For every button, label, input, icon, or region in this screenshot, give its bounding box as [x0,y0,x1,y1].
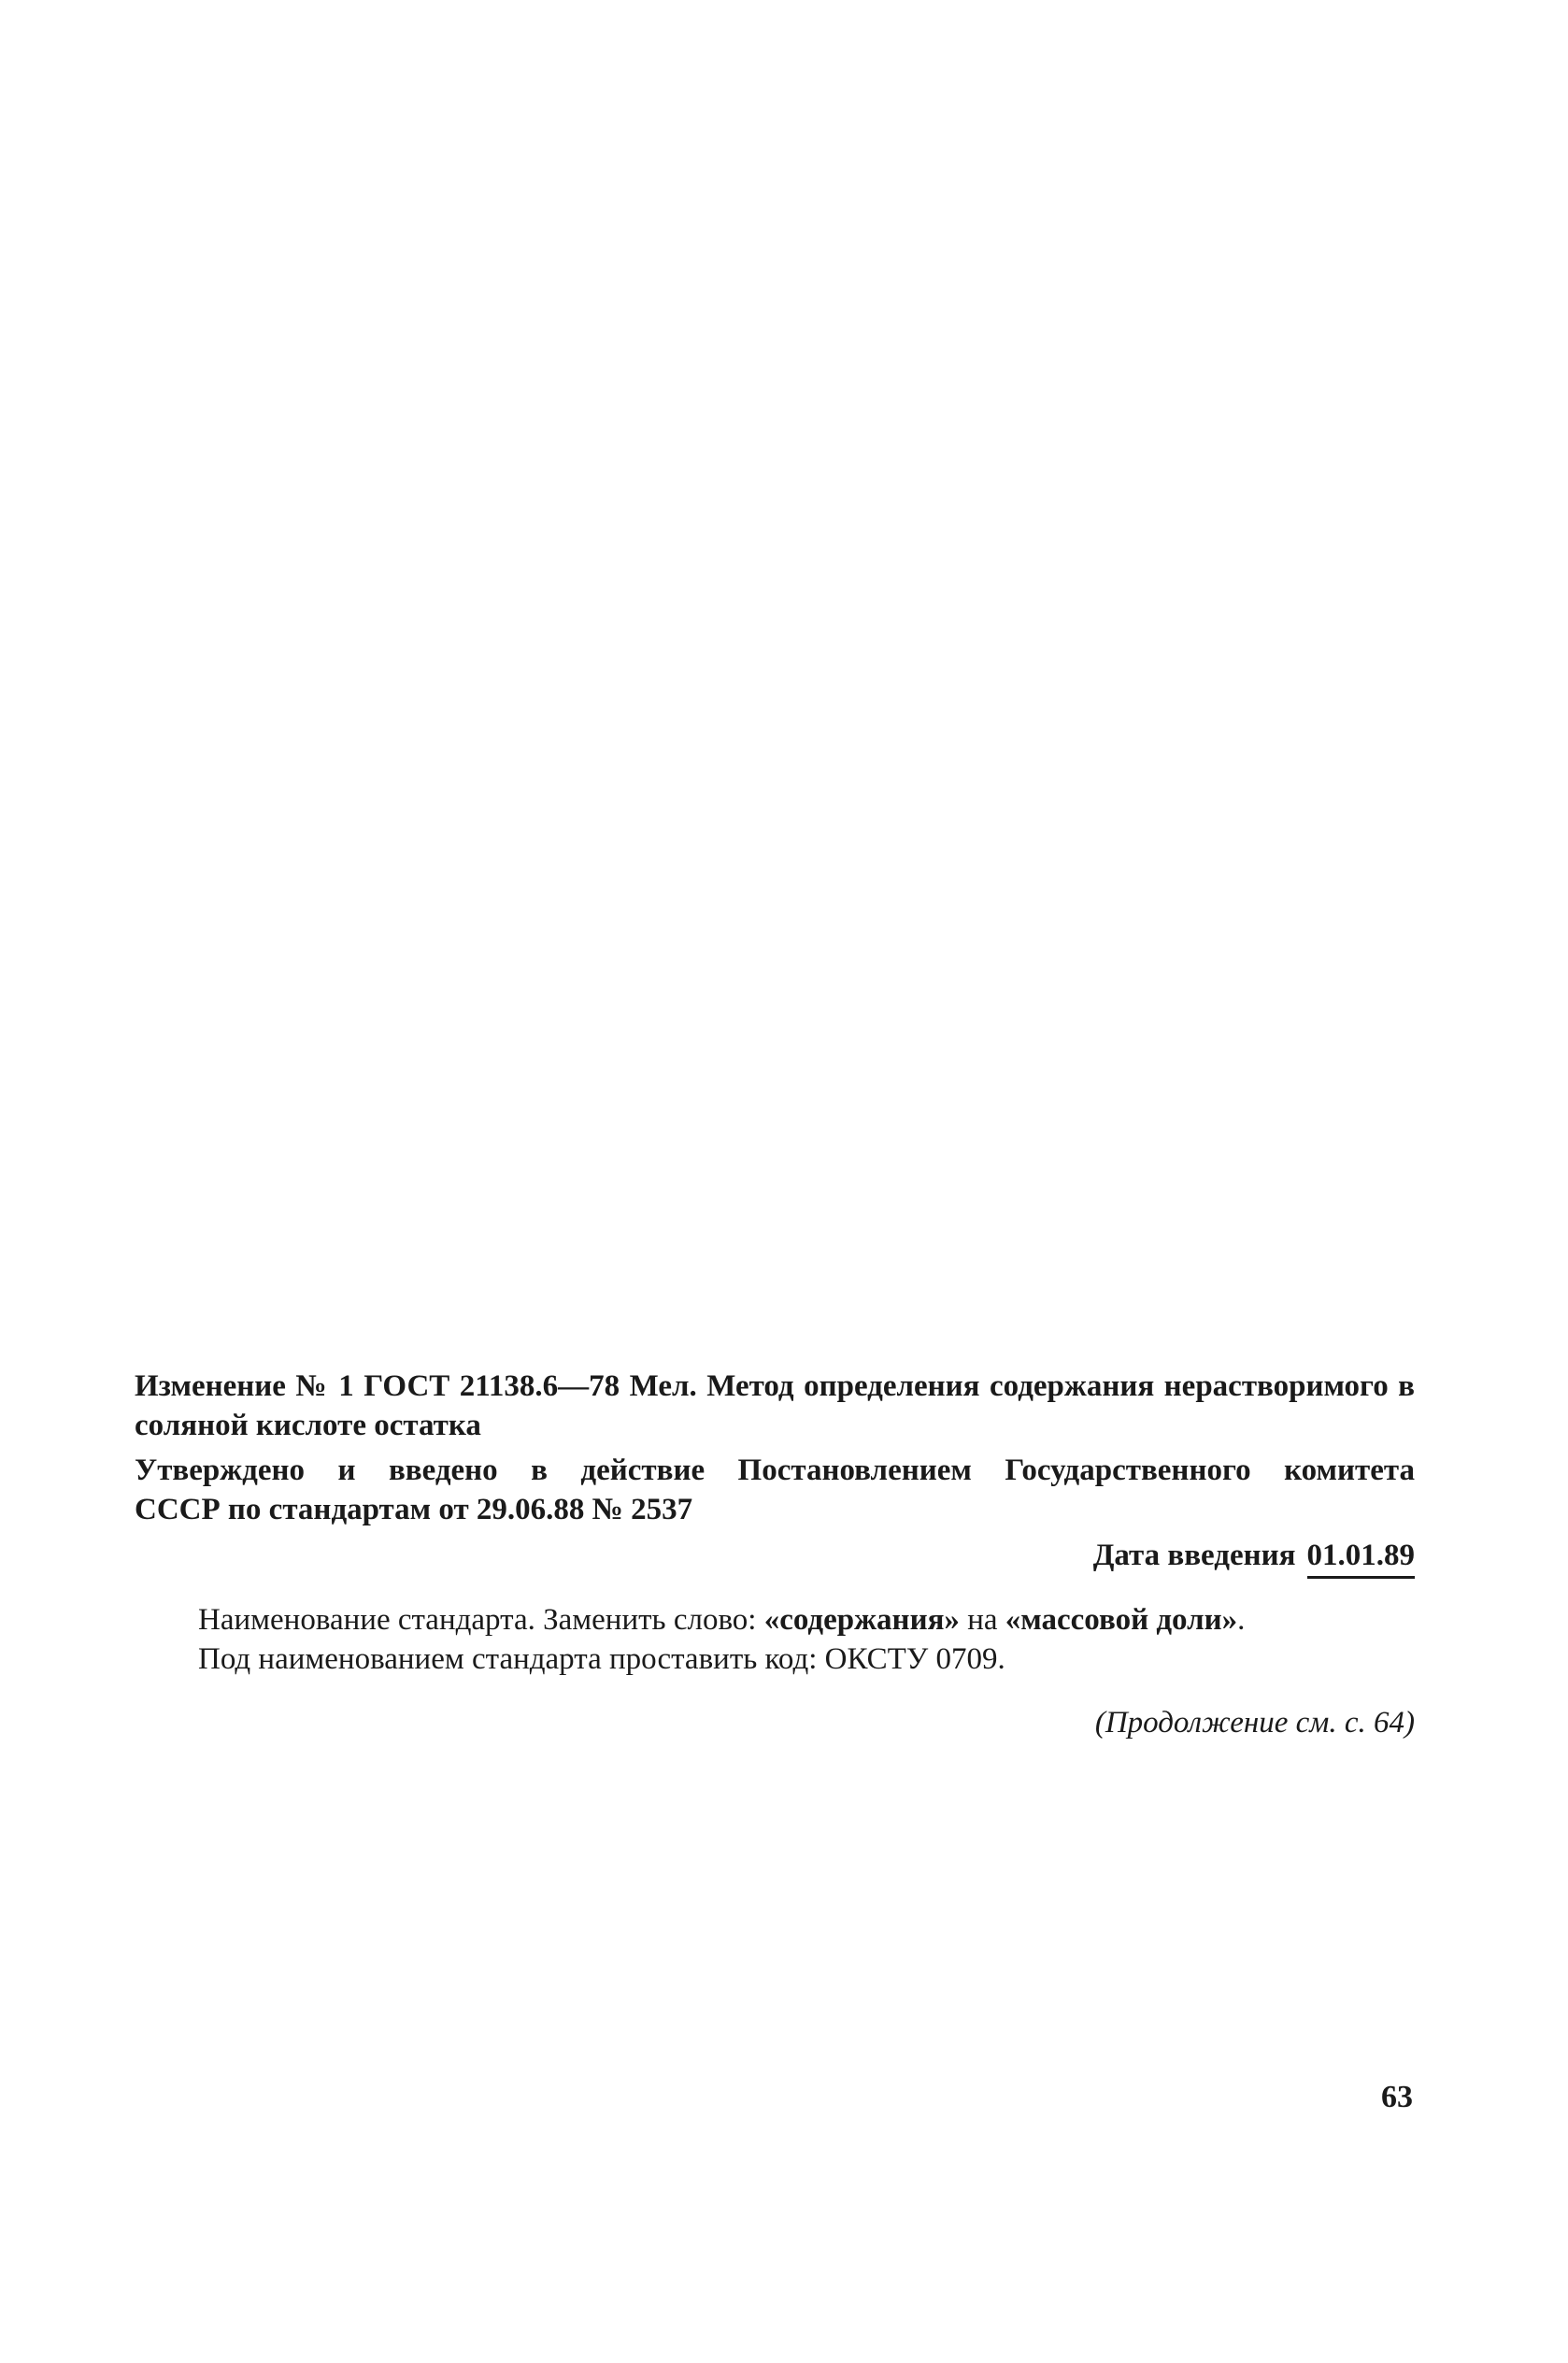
amendment-body [135,1600,1415,1679]
paragraph-rename-new-word: «массовой доли» [1005,1603,1238,1637]
amendment-title: Изменение № 1 ГОСТ 21138.6—78 Мел. Метод определения содержания нерастворимого в соляной кислоте остатка [135,1369,1415,1442]
continuation-note: (Продолжение см. с. 64) [1094,1706,1415,1740]
effective-date [1093,1536,1415,1579]
effective-date-value: 01.01.89 [1307,1536,1416,1579]
approval-statement [135,1451,1415,1529]
approval-line-2: СССР по стандартам от 29.06.88 № 2537 [135,1493,693,1526]
paragraph-code: Под наименованием стандарта проставить код: ОКСТУ 0709. [198,1642,1005,1676]
paragraph-rename-start: Наименование стандарта. Заменить слово: [198,1603,764,1637]
paragraph-rename-end: . [1237,1603,1246,1637]
page-number: 63 [1381,2080,1413,2114]
approval-line-1: Утверждено и введено в действие Постановлением Государственного комитета [135,1454,1415,1487]
paragraph-rename-middle: на [959,1603,1005,1637]
effective-date-label: Дата введения [1092,1539,1296,1572]
paragraph-rename-old-word: «содержания» [763,1603,960,1637]
paragraph-rename [135,1600,1415,1640]
